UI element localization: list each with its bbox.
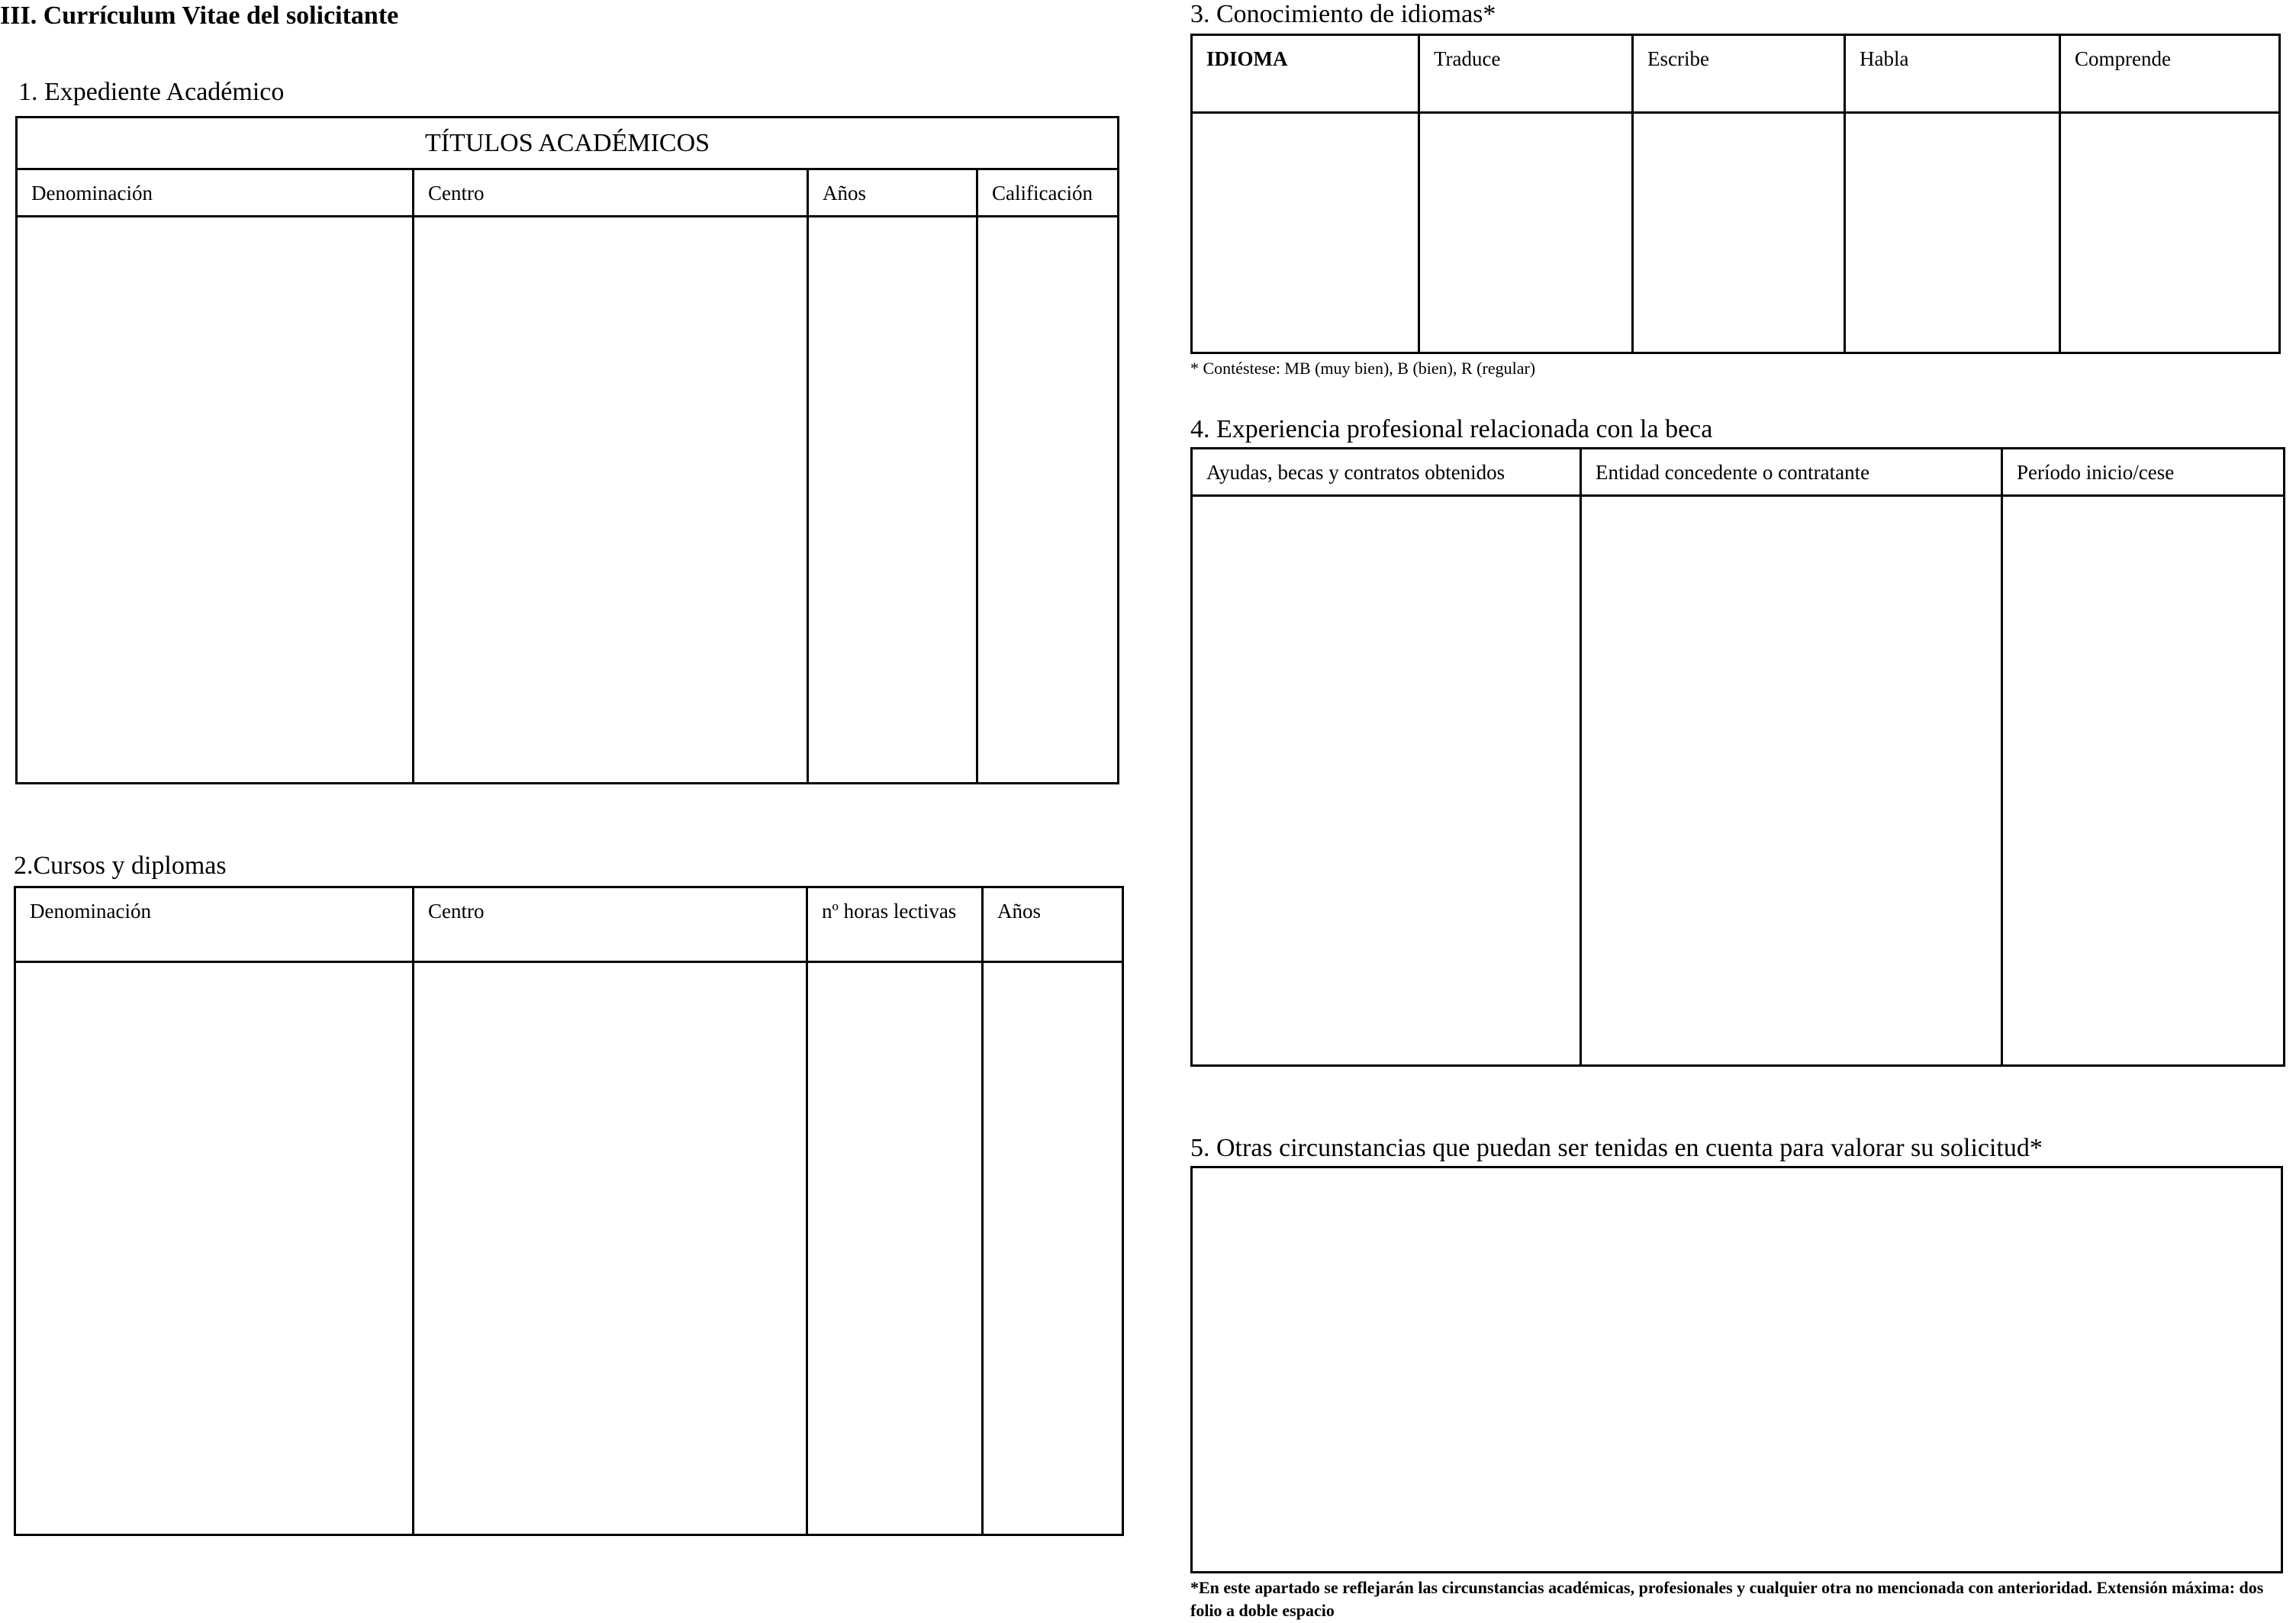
ayudas-input-area[interactable] <box>1192 496 1581 1066</box>
col-idioma: IDIOMA <box>1192 35 1419 113</box>
periodo-input-area[interactable] <box>2002 496 2285 1066</box>
col-denominacion: Denominación <box>15 887 414 962</box>
section5-title: 5. Otras circunstancias que puedan ser tenidas en cuenta para valorar su solicitud* <box>1190 1134 2043 1162</box>
experience-table <box>1190 447 2285 1067</box>
horas-input-area[interactable] <box>807 962 983 1535</box>
courses-table <box>14 886 1124 1536</box>
col-traduce: Traduce <box>1419 35 1633 113</box>
other-circumstances-footnote: *En este apartado se reflejarán las circunstancias académicas, profesionales y cualquier otra no mencionada con anterioridad. Extensión máxima: dos folio a doble espacio <box>1190 1578 2264 1620</box>
denominacion-input-area[interactable] <box>15 962 414 1535</box>
col-entidad: Entidad concedente o contratante <box>1581 449 2002 496</box>
calificacion-input-area[interactable] <box>977 217 1119 784</box>
col-escribe: Escribe <box>1633 35 1845 113</box>
main-title: III. Currículum Vitae del solicitante <box>0 2 399 30</box>
comprende-input-area[interactable] <box>2060 113 2280 353</box>
academic-record-table <box>15 116 1119 784</box>
idioma-input-area[interactable] <box>1192 113 1419 353</box>
section2-title: 2.Cursos y diplomas <box>14 852 227 880</box>
languages-footnote: * Contéstese: MB (muy bien), B (bien), R (regular) <box>1190 359 1536 378</box>
col-habla: Habla <box>1845 35 2060 113</box>
section1-title: 1. Expediente Académico <box>18 78 285 106</box>
centro-input-area[interactable] <box>414 217 808 784</box>
col-ayudas-becas: Ayudas, becas y contratos obtenidos <box>1192 449 1581 496</box>
col-centro: Centro <box>414 169 808 217</box>
entidad-input-area[interactable] <box>1581 496 2002 1066</box>
col-horas-lectivas: nº horas lectivas <box>807 887 983 962</box>
section3-title: 3. Conocimiento de idiomas* <box>1190 0 1496 28</box>
other-circumstances-input-area[interactable] <box>1190 1166 2283 1573</box>
traduce-input-area[interactable] <box>1419 113 1633 353</box>
col-comprende: Comprende <box>2060 35 2280 113</box>
academic-titles-banner: TÍTULOS ACADÉMICOS <box>17 118 1119 169</box>
anos-input-area[interactable] <box>983 962 1123 1535</box>
section4-title: 4. Experiencia profesional relacionada con la beca <box>1190 415 1713 443</box>
col-anos: Años <box>808 169 977 217</box>
centro-input-area[interactable] <box>414 962 807 1535</box>
col-denominacion: Denominación <box>17 169 414 217</box>
denominacion-input-area[interactable] <box>17 217 414 784</box>
languages-table <box>1190 34 2281 354</box>
col-anos: Años <box>983 887 1123 962</box>
col-centro: Centro <box>414 887 807 962</box>
habla-input-area[interactable] <box>1845 113 2060 353</box>
anos-input-area[interactable] <box>808 217 977 784</box>
col-calificacion: Calificación <box>977 169 1119 217</box>
escribe-input-area[interactable] <box>1633 113 1845 353</box>
col-periodo: Período inicio/cese <box>2002 449 2285 496</box>
